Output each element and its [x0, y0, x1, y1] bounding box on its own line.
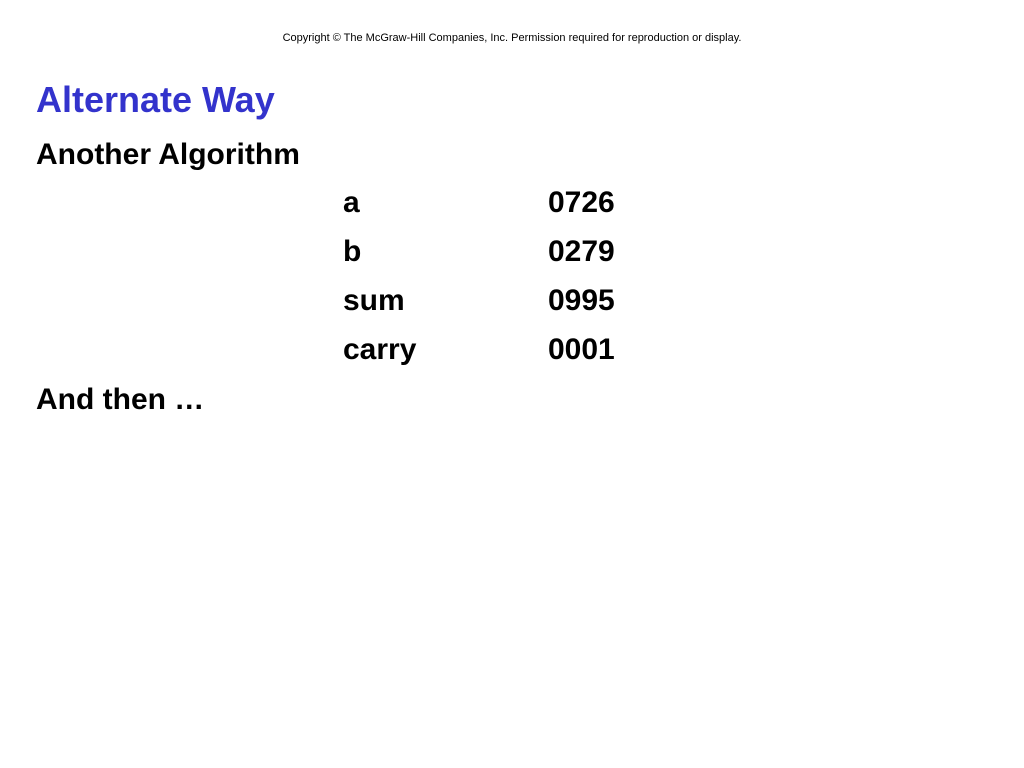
variable-value: 0001	[548, 333, 615, 366]
variable-row-carry	[343, 331, 615, 380]
variable-name: sum	[343, 284, 405, 317]
slide-title: Alternate Way	[36, 79, 275, 120]
variable-name: a	[343, 186, 360, 219]
variable-value: 0995	[548, 284, 615, 317]
slide-subtitle: Another Algorithm	[36, 138, 300, 171]
variable-value: 0726	[548, 186, 615, 219]
variable-name: b	[343, 235, 362, 268]
variable-value: 0279	[548, 235, 615, 268]
variable-row-sum	[343, 282, 615, 331]
closing-text: And then …	[36, 383, 205, 416]
variable-row-a	[343, 184, 615, 233]
variable-row-b	[343, 233, 615, 282]
copyright-notice: Copyright © The McGraw-Hill Companies, Inc. Permission required for reproduction or display.	[282, 32, 742, 44]
variable-table	[343, 184, 615, 380]
variable-name: carry	[343, 333, 417, 366]
